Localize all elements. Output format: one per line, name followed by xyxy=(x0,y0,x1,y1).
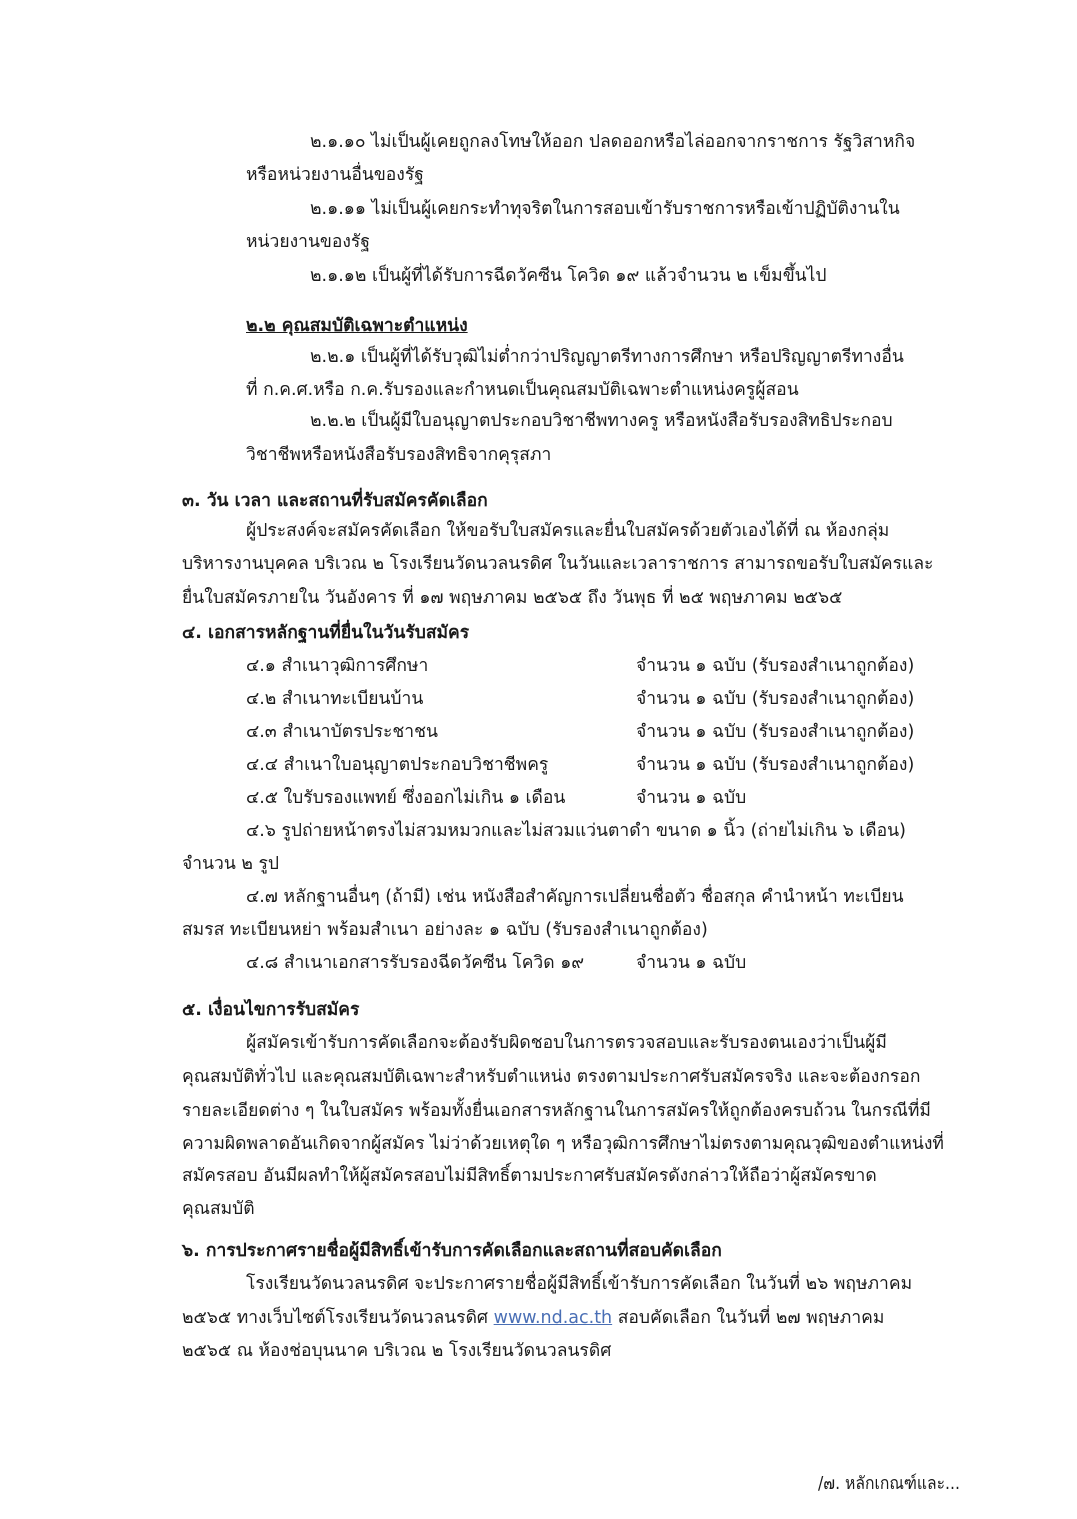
item-quantity: จำนวน ๑ ฉบับ xyxy=(636,953,747,973)
list-item-4-7-cont: สมรส ทะเบียนหย่า พร้อมสำเนา อย่างละ ๑ ฉบับ (รับรองสำเนาถูกต้อง) xyxy=(182,920,708,940)
clause-2-1-11: ๒.๑.๑๑ ไม่เป็นผู้เคยกระทำทุจริตในการสอบเข้ารับราชการหรือเข้าปฏิบัติงานใน xyxy=(310,199,900,219)
item-quantity: จำนวน ๑ ฉบับ (รับรองสำเนาถูกต้อง) xyxy=(636,755,915,775)
list-item-4-6: ๔.๖ รูปถ่ายหน้าตรงไม่สวมหมวกและไม่สวมแว่นตาดำ ขนาด ๑ นิ้ว (ถ่ายไม่เกิน ๖ เดือน) xyxy=(246,821,906,841)
section-heading-6: ๖. การประกาศรายชื่อผู้มีสิทธิ์เข้ารับการคัดเลือกและสถานที่สอบคัดเลือก xyxy=(182,1241,722,1261)
section-6-line-2-start: ๒๕๖๕ ทางเว็บไซต์โรงเรียนวัดนวลนรดิศ xyxy=(182,1308,489,1328)
list-item xyxy=(246,653,1026,679)
item-quantity: จำนวน ๑ ฉบับ xyxy=(636,788,747,808)
section-3-line-2: บริหารงานบุคคล บริเวณ ๒ โรงเรียนวัดนวลนรดิศ ในวันและเวลาราชการ สามารถขอรับใบสมัครและ xyxy=(182,554,934,574)
clause-2-2-2-cont: วิชาชีพหรือหนังสือรับรองสิทธิจากคุรุสภา xyxy=(246,445,552,465)
list-item xyxy=(246,686,1026,712)
item-quantity: จำนวน ๑ ฉบับ (รับรองสำเนาถูกต้อง) xyxy=(636,722,915,742)
section-heading-4: ๔. เอกสารหลักฐานที่ยื่นในวันรับสมัคร xyxy=(182,623,470,643)
clause-2-1-10-cont: หรือหน่วยงานอื่นของรัฐ xyxy=(246,165,424,185)
section-heading-3: ๓. วัน เวลา และสถานที่รับสมัครคัดเลือก xyxy=(182,491,488,511)
item-label: ๔.๒ สำเนาทะเบียนบ้าน xyxy=(246,689,424,709)
list-item xyxy=(246,785,1026,811)
section-6-line-2 xyxy=(182,1305,884,1331)
section-heading-2-2: ๒.๒ คุณสมบัติเฉพาะตำแหน่ง xyxy=(246,316,468,336)
list-item xyxy=(246,719,1026,745)
section-5-line-4: ความผิดพลาดอันเกิดจากผู้สมัคร ไม่ว่าด้วยเหตุใด ๆ หรือวุฒิการศึกษาไม่ตรงตามคุณวุฒิของตำแหน่งที่ xyxy=(182,1134,944,1154)
section-5-line-2: คุณสมบัติทั่วไป และคุณสมบัติเฉพาะสำหรับตำแหน่ง ตรงตามประกาศรับสมัครจริง และจะต้องกรอก xyxy=(182,1067,921,1087)
clause-2-2-2: ๒.๒.๒ เป็นผู้มีใบอนุญาตประกอบวิชาชีพทางครู หรือหนังสือรับรองสิทธิประกอบ xyxy=(310,411,893,431)
clause-2-2-1: ๒.๒.๑ เป็นผู้ที่ได้รับวุฒิไม่ต่ำกว่าปริญญาตรีทางการศึกษา หรือปริญญาตรีทางอื่น xyxy=(310,347,904,367)
section-3-line-3: ยื่นใบสมัครภายใน วันอังคาร ที่ ๑๗ พฤษภาคม ๒๕๖๕ ถึง วันพุธ ที่ ๒๕ พฤษภาคม ๒๕๖๕ xyxy=(182,588,843,608)
section-6-line-2-end: สอบคัดเลือก ในวันที่ ๒๗ พฤษภาคม xyxy=(617,1308,885,1328)
item-label: ๔.๓ สำเนาบัตรประชาชน xyxy=(246,722,438,742)
section-heading-5: ๕. เงื่อนไขการรับสมัคร xyxy=(182,1000,360,1020)
section-3-line-1: ผู้ประสงค์จะสมัครคัดเลือก ให้ขอรับใบสมัครและยื่นใบสมัครด้วยตัวเองได้ที่ ณ ห้องกลุ่ม xyxy=(246,521,890,541)
item-label: ๔.๕ ใบรับรองแพทย์ ซึ่งออกไม่เกิน ๑ เดือน xyxy=(246,788,566,808)
clause-2-1-11-cont: หน่วยงานของรัฐ xyxy=(246,232,370,252)
clause-2-1-12: ๒.๑.๑๒ เป็นผู้ที่ได้รับการฉีดวัคซีน โควิด ๑๙ แล้วจำนวน ๒ เข็มขึ้นไป xyxy=(310,266,827,286)
list-item-4-6-cont: จำนวน ๒ รูป xyxy=(182,854,280,874)
section-5-line-1: ผู้สมัครเข้ารับการคัดเลือกจะต้องรับผิดชอบในการตรวจสอบและรับรองตนเองว่าเป็นผู้มี xyxy=(246,1033,887,1053)
section-5-line-3: รายละเอียดต่าง ๆ ในใบสมัคร พร้อมทั้งยื่นเอกสารหลักฐานในการสมัครให้ถูกต้องครบถ้วน ในกรณีที่มี xyxy=(182,1101,931,1121)
section-5-line-5: สมัครสอบ อันมีผลทำให้ผู้สมัครสอบไม่มีสิทธิ์ตามประกาศรับสมัครดังกล่าวให้ถือว่าผู้สมัครขาด xyxy=(182,1166,877,1186)
list-item-4-7: ๔.๗ หลักฐานอื่นๆ (ถ้ามี) เช่น หนังสือสำคัญการเปลี่ยนชื่อตัว ชื่อสกุล คำนำหน้า ทะเบียน xyxy=(246,887,904,907)
item-label: ๔.๑ สำเนาวุฒิการศึกษา xyxy=(246,656,429,676)
section-5-line-6: คุณสมบัติ xyxy=(182,1199,255,1219)
clause-2-2-1-cont: ที่ ก.ค.ศ.หรือ ก.ค.รับรองและกำหนดเป็นคุณสมบัติเฉพาะตำแหน่งครูผู้สอน xyxy=(246,380,799,400)
page-continuation-footer: /๗. หลักเกณฑ์และ... xyxy=(818,1474,960,1494)
item-label: ๔.๔ สำเนาใบอนุญาตประกอบวิชาชีพครู xyxy=(246,755,549,775)
clause-2-1-10: ๒.๑.๑๐ ไม่เป็นผู้เคยถูกลงโทษให้ออก ปลดออกหรือไล่ออกจากราชการ รัฐวิสาหกิจ xyxy=(310,132,916,152)
item-quantity: จำนวน ๑ ฉบับ (รับรองสำเนาถูกต้อง) xyxy=(636,656,915,676)
list-item-4-8 xyxy=(246,950,1026,976)
item-label: ๔.๘ สำเนาเอกสารรับรองฉีดวัคซีน โควิด ๑๙ xyxy=(246,953,585,973)
section-6-line-1: โรงเรียนวัดนวลนรดิศ จะประกาศรายชื่อผู้มีสิทธิ์เข้ารับการคัดเลือก ในวันที่ ๒๖ พฤษภาคม xyxy=(246,1274,913,1294)
section-6-line-3: ๒๕๖๕ ณ ห้องช่อบุนนาค บริเวณ ๒ โรงเรียนวัดนวลนรดิศ xyxy=(182,1341,612,1361)
school-website-link[interactable]: www.nd.ac.th xyxy=(493,1308,613,1328)
list-item xyxy=(246,752,1026,778)
item-quantity: จำนวน ๑ ฉบับ (รับรองสำเนาถูกต้อง) xyxy=(636,689,915,709)
